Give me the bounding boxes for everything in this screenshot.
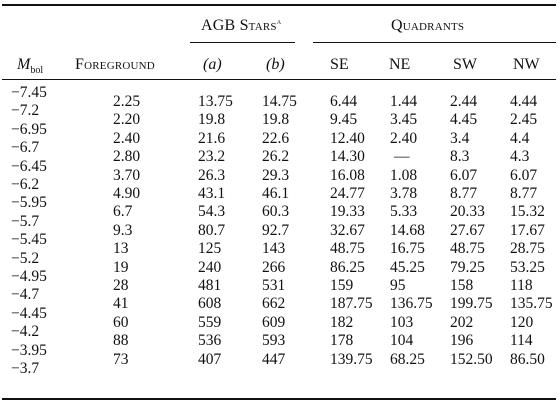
cell-a: 608 <box>198 295 222 313</box>
cell-sw: 4.45 <box>450 111 478 129</box>
mbol-value: −6.95 <box>11 120 47 138</box>
agb-stars-header: AGB Stars$^a$ <box>201 16 282 34</box>
mbol-value: −4.95 <box>11 268 47 285</box>
cell-b: 60.3 <box>262 203 290 221</box>
cell-foreground: 2.25 <box>113 93 141 110</box>
mbol-value: −6.45 <box>11 157 47 175</box>
cell-a: 536 <box>198 332 222 350</box>
cell-ne: 45.25 <box>390 258 425 276</box>
cell-foreground: 2.40 <box>113 129 141 147</box>
mbol-value: −5.7 <box>11 212 40 230</box>
cell-ne: 14.68 <box>390 221 425 239</box>
cell-nw: 17.67 <box>510 221 545 239</box>
cell-a: 21.6 <box>198 129 226 147</box>
cell-sw: 8.3 <box>450 148 470 166</box>
mbol-value: −4.45 <box>11 304 47 322</box>
cell-sw: 79.25 <box>450 258 485 276</box>
cell-nw: 4.44 <box>510 93 538 110</box>
cell-ne: 103 <box>390 313 414 331</box>
cell-sw: 158 <box>450 277 474 294</box>
cell-sw: 152.50 <box>450 350 493 368</box>
cell-b: 19.8 <box>262 111 290 129</box>
cell-nw: 15.32 <box>510 203 545 221</box>
cell-se: 178 <box>330 332 354 350</box>
cell-b: 26.2 <box>262 148 290 166</box>
cell-ne: 95 <box>390 277 406 294</box>
cell-ne: 1.44 <box>390 93 418 110</box>
cell-b: 14.75 <box>262 93 297 110</box>
cell-sw: 196 <box>450 332 474 350</box>
cell-a: 19.8 <box>198 111 226 129</box>
cell-sw: 199.75 <box>450 295 493 313</box>
mbol-value: −7.2 <box>11 102 40 120</box>
quadrants-header: Quadrants <box>391 17 465 34</box>
cell-se: 24.77 <box>330 185 365 202</box>
cell-foreground: 2.80 <box>113 148 141 166</box>
cell-foreground: 41 <box>113 295 129 313</box>
mbol-value: −3.95 <box>11 341 47 359</box>
cell-foreground: 73 <box>113 350 129 368</box>
cell-foreground: 3.70 <box>113 166 141 184</box>
cell-a: 80.7 <box>198 221 226 239</box>
cell-sw: 202 <box>450 313 474 331</box>
bottom-rule <box>2 398 556 400</box>
cell-ne: 2.40 <box>390 129 418 147</box>
cell-b: 609 <box>262 313 286 331</box>
cell-ne: 104 <box>390 332 414 350</box>
cell-se: 182 <box>330 313 354 331</box>
cell-nw: 28.75 <box>510 240 545 258</box>
cell-b: 662 <box>262 295 286 313</box>
cell-sw: 48.75 <box>450 240 485 258</box>
cell-foreground: 2.20 <box>113 111 141 129</box>
quadrants-group-rule <box>313 42 556 43</box>
agb-group-rule <box>190 42 295 43</box>
cell-foreground: 60 <box>113 313 129 331</box>
cell-a: 26.3 <box>198 166 226 184</box>
mbol-value: −5.45 <box>11 231 47 249</box>
cell-sw: 3.4 <box>450 129 470 147</box>
cell-foreground: 88 <box>113 332 129 350</box>
cell-sw: 2.44 <box>450 93 478 110</box>
mbol-header: $M_{bol}$ <box>17 56 44 76</box>
cell-ne: 68.25 <box>390 350 425 368</box>
mbol-value: −3.7 <box>11 360 40 377</box>
foreground-header: Foreground <box>75 56 155 73</box>
cell-se: 16.08 <box>330 166 365 184</box>
cell-se: 6.44 <box>330 93 358 110</box>
cell-nw: 2.45 <box>510 111 538 129</box>
top-rule <box>2 4 556 6</box>
cell-foreground: 6.7 <box>113 203 133 221</box>
mbol-value: −6.7 <box>11 139 40 157</box>
cell-a: 481 <box>198 277 222 294</box>
cell-ne: 16.75 <box>390 240 425 258</box>
cell-foreground: 28 <box>113 277 129 294</box>
cell-sw: 8.77 <box>450 185 478 202</box>
cell-b: 143 <box>262 240 286 258</box>
cell-a: 125 <box>198 240 222 258</box>
cell-nw: 120 <box>510 313 534 331</box>
cell-b: 92.7 <box>262 221 290 239</box>
cell-se: 14.30 <box>330 148 365 166</box>
cell-ne: 3.45 <box>390 111 418 129</box>
se-header: SE <box>330 56 349 73</box>
cell-b: 46.1 <box>262 185 290 202</box>
cell-se: 32.67 <box>330 221 365 239</box>
cell-se: 159 <box>330 277 354 294</box>
cell-b: 29.3 <box>262 166 290 184</box>
cell-b: 593 <box>262 332 286 350</box>
cell-nw: 53.25 <box>510 258 545 276</box>
cell-a: 23.2 <box>198 148 226 166</box>
mbol-value: −7.45 <box>11 84 47 101</box>
cell-se: 9.45 <box>330 111 358 129</box>
cell-foreground: 19 <box>113 258 129 276</box>
cell-nw: 135.75 <box>510 295 553 313</box>
cell-nw: 8.77 <box>510 185 538 202</box>
cell-foreground: 13 <box>113 240 129 258</box>
cell-ne: — <box>394 148 410 166</box>
cell-a: 559 <box>198 313 222 331</box>
agb-b-header: (b) <box>266 56 285 73</box>
cell-a: 43.1 <box>198 185 226 202</box>
agb-a-header: (a) <box>203 56 222 73</box>
cell-b: 447 <box>262 350 286 368</box>
cell-b: 531 <box>262 277 286 294</box>
mbol-value: −5.2 <box>11 249 40 267</box>
cell-ne: 136.75 <box>390 295 433 313</box>
cell-se: 86.25 <box>330 258 365 276</box>
mbol-value: −6.2 <box>11 176 40 193</box>
cell-nw: 6.07 <box>510 166 538 184</box>
cell-se: 48.75 <box>330 240 365 258</box>
cell-a: 407 <box>198 350 222 368</box>
ne-header: NE <box>389 56 411 73</box>
cell-a: 54.3 <box>198 203 226 221</box>
agb-footnote-marker: a <box>276 16 282 26</box>
cell-nw: 4.4 <box>510 129 530 147</box>
cell-nw: 86.50 <box>510 350 545 368</box>
mbol-value: −4.7 <box>11 286 40 304</box>
cell-b: 22.6 <box>262 129 290 147</box>
cell-nw: 4.3 <box>510 148 530 166</box>
cell-sw: 6.07 <box>450 166 478 184</box>
cell-b: 266 <box>262 258 286 276</box>
sw-header: SW <box>453 56 477 73</box>
cell-nw: 114 <box>510 332 533 350</box>
cell-sw: 27.67 <box>450 221 485 239</box>
mbol-value: −5.95 <box>11 194 47 212</box>
cell-se: 12.40 <box>330 129 365 147</box>
cell-se: 139.75 <box>330 350 373 368</box>
cell-ne: 1.08 <box>390 166 418 184</box>
cell-se: 187.75 <box>330 295 373 313</box>
cell-nw: 118 <box>510 277 533 294</box>
cell-foreground: 4.90 <box>113 185 141 202</box>
cell-ne: 5.33 <box>390 203 418 221</box>
mbol-value: −4.2 <box>11 323 40 341</box>
cell-ne: 3.78 <box>390 185 418 202</box>
cell-a: 13.75 <box>198 93 233 110</box>
header-rule <box>2 79 556 80</box>
nw-header: NW <box>513 56 540 73</box>
cell-se: 19.33 <box>330 203 365 221</box>
cell-a: 240 <box>198 258 222 276</box>
cell-foreground: 9.3 <box>113 221 133 239</box>
cell-sw: 20.33 <box>450 203 485 221</box>
